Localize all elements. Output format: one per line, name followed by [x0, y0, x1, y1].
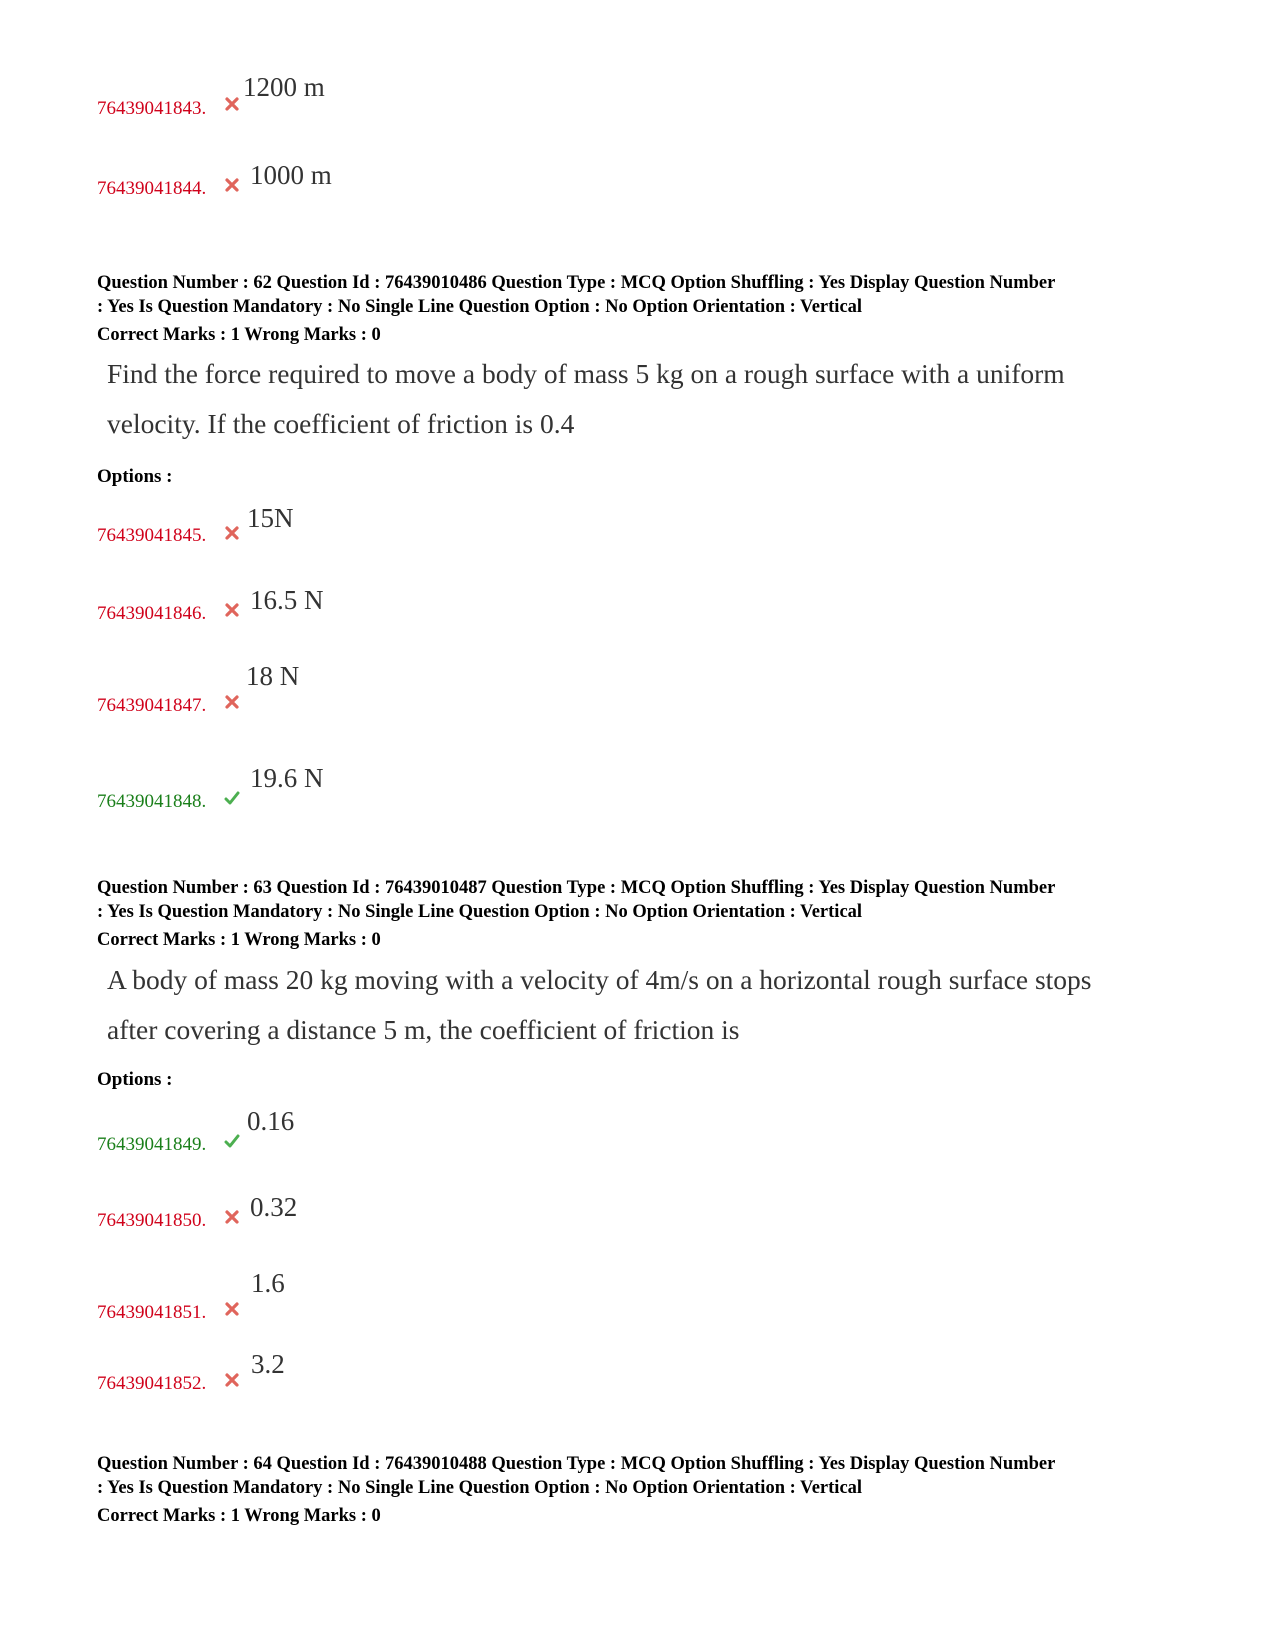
option-id: 76439041849.	[97, 1134, 207, 1155]
option-value: 18 N	[246, 661, 300, 691]
question-marks: Correct Marks : 1 Wrong Marks : 0	[97, 930, 381, 950]
question-marks: Correct Marks : 1 Wrong Marks : 0	[97, 325, 381, 345]
question-marks: Correct Marks : 1 Wrong Marks : 0	[97, 1506, 381, 1526]
option-row	[0, 1268, 1275, 1328]
option-id: 76439041852.	[97, 1373, 207, 1394]
option-id: 76439041851.	[97, 1302, 207, 1323]
question-meta-line: : Yes Is Question Mandatory : No Single Line Question Option : No Option Orientation : Vertical	[97, 902, 863, 922]
option-value: 19.6 N	[250, 763, 324, 793]
option-row	[0, 503, 1275, 563]
option-value: 0.16	[247, 1106, 295, 1136]
option-value: 3.2	[251, 1349, 285, 1379]
question-meta-line: Question Number : 62 Question Id : 76439010486 Question Type : MCQ Option Shuffling : Yes Display Question Number	[97, 273, 1056, 293]
option-row	[0, 160, 1275, 220]
option-row	[0, 1106, 1275, 1166]
option-row	[0, 661, 1275, 721]
question-text-line: after covering a distance 5 m, the coefficient of friction is	[107, 1014, 740, 1045]
cross-mark-icon	[224, 1209, 240, 1225]
question-text-line: velocity. If the coefficient of friction is 0.4	[107, 408, 575, 439]
question-text-line: Find the force required to move a body of mass 5 kg on a rough surface with a uniform	[107, 358, 1065, 389]
option-id: 76439041844.	[97, 178, 207, 199]
option-id: 76439041845.	[97, 525, 207, 546]
question-meta-line: Question Number : 63 Question Id : 76439010487 Question Type : MCQ Option Shuffling : Yes Display Question Number	[97, 878, 1056, 898]
question-header	[97, 876, 1197, 952]
cross-mark-icon	[224, 1372, 240, 1388]
question-meta-line: : Yes Is Question Mandatory : No Single Line Question Option : No Option Orientation : Vertical	[97, 297, 863, 317]
option-row	[0, 763, 1275, 823]
option-value: 1000 m	[250, 160, 332, 190]
option-id: 76439041843.	[97, 98, 207, 119]
option-row	[0, 72, 1275, 132]
question-text	[107, 349, 1187, 449]
cross-mark-icon	[224, 525, 240, 541]
cross-mark-icon	[224, 602, 240, 618]
question-header	[97, 1452, 1197, 1528]
option-id: 76439041850.	[97, 1210, 207, 1231]
check-mark-icon	[224, 790, 240, 806]
option-row	[0, 585, 1275, 645]
option-value: 1.6	[251, 1268, 285, 1298]
cross-mark-icon	[224, 1301, 240, 1317]
question-text-line: A body of mass 20 kg moving with a velocity of 4m/s on a horizontal rough surface stops	[107, 964, 1092, 995]
cross-mark-icon	[224, 177, 240, 193]
question-meta-line: Question Number : 64 Question Id : 76439010488 Question Type : MCQ Option Shuffling : Yes Display Question Number	[97, 1454, 1056, 1474]
options-label: Options :	[97, 466, 173, 487]
question-text	[107, 955, 1187, 1055]
options-label: Options :	[97, 1069, 173, 1090]
option-value: 15N	[247, 503, 294, 533]
option-id: 76439041848.	[97, 791, 207, 812]
option-id: 76439041847.	[97, 695, 207, 716]
option-value: 16.5 N	[250, 585, 324, 615]
option-value: 1200 m	[243, 72, 325, 102]
question-meta-line: : Yes Is Question Mandatory : No Single Line Question Option : No Option Orientation : Vertical	[97, 1478, 863, 1498]
option-row	[0, 1349, 1275, 1409]
cross-mark-icon	[224, 694, 240, 710]
question-header	[97, 271, 1197, 347]
option-value: 0.32	[250, 1192, 298, 1222]
cross-mark-icon	[224, 96, 240, 112]
option-row	[0, 1192, 1275, 1252]
option-id: 76439041846.	[97, 603, 207, 624]
check-mark-icon	[224, 1133, 240, 1149]
